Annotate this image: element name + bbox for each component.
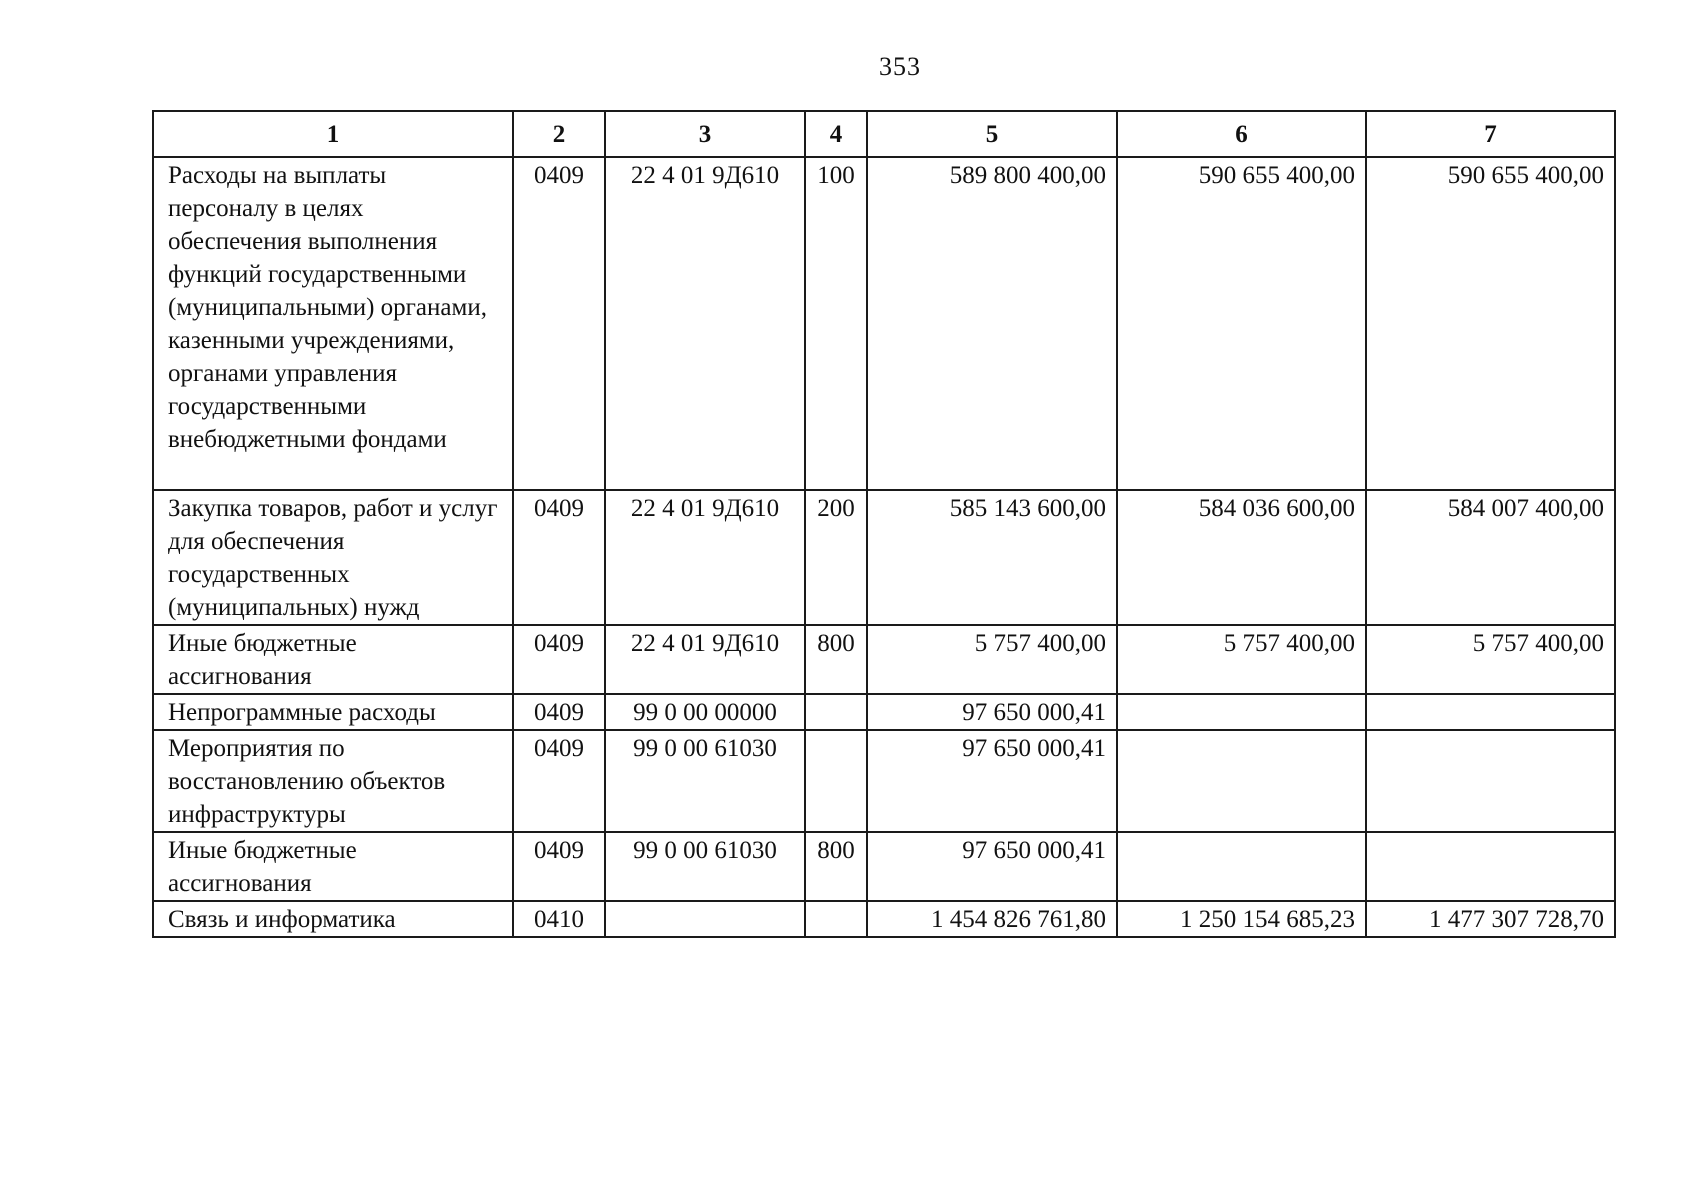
header-col-5: 5 (867, 111, 1117, 157)
row-sum-1: 97 650 000,41 (867, 730, 1117, 832)
row-sum-2: 5 757 400,00 (1117, 625, 1366, 694)
row-article: 99 0 00 61030 (605, 832, 805, 901)
row-type (805, 901, 867, 937)
row-article (605, 901, 805, 937)
row-type: 100 (805, 157, 867, 490)
row-section: 0409 (513, 625, 605, 694)
row-article: 99 0 00 61030 (605, 730, 805, 832)
row-sum-2: 590 655 400,00 (1117, 157, 1366, 490)
header-col-3: 3 (605, 111, 805, 157)
table-row (153, 694, 1615, 730)
row-sum-3 (1366, 694, 1615, 730)
row-section: 0409 (513, 490, 605, 625)
row-sum-2 (1117, 694, 1366, 730)
row-name: Иные бюджетные ассигнования (153, 625, 513, 694)
table-row (153, 490, 1615, 625)
row-sum-1: 97 650 000,41 (867, 832, 1117, 901)
header-col-1: 1 (153, 111, 513, 157)
table-row (153, 901, 1615, 937)
row-type: 200 (805, 490, 867, 625)
row-type (805, 730, 867, 832)
header-col-7: 7 (1366, 111, 1615, 157)
row-sum-1: 5 757 400,00 (867, 625, 1117, 694)
row-sum-1: 1 454 826 761,80 (867, 901, 1117, 937)
header-row (153, 111, 1615, 157)
row-name: Связь и информатика (153, 901, 513, 937)
row-name: Иные бюджетные ассигнования (153, 832, 513, 901)
row-name: Закупка товаров, работ и услуг для обеспечения государственных (муниципальных) нужд (153, 490, 513, 625)
row-article: 99 0 00 00000 (605, 694, 805, 730)
table-header (153, 111, 1615, 157)
row-sum-3: 1 477 307 728,70 (1366, 901, 1615, 937)
row-sum-2 (1117, 730, 1366, 832)
row-section: 0409 (513, 157, 605, 490)
table-row (153, 157, 1615, 490)
row-sum-3: 584 007 400,00 (1366, 490, 1615, 625)
row-article: 22 4 01 9Д610 (605, 157, 805, 490)
row-section: 0409 (513, 730, 605, 832)
row-sum-1: 585 143 600,00 (867, 490, 1117, 625)
budget-table (152, 110, 1616, 938)
page-number: 353 (879, 52, 921, 81)
row-article: 22 4 01 9Д610 (605, 625, 805, 694)
row-section: 0410 (513, 901, 605, 937)
row-type: 800 (805, 832, 867, 901)
table-body (153, 157, 1615, 937)
row-name: Мероприятия по восстановлению объектов инфраструктуры (153, 730, 513, 832)
row-sum-3 (1366, 832, 1615, 901)
table-row (153, 625, 1615, 694)
row-type (805, 694, 867, 730)
row-sum-3: 5 757 400,00 (1366, 625, 1615, 694)
row-sum-3 (1366, 730, 1615, 832)
row-name: Непрограммные расходы (153, 694, 513, 730)
row-sum-2: 1 250 154 685,23 (1117, 901, 1366, 937)
row-section: 0409 (513, 694, 605, 730)
row-name: Расходы на выплаты персоналу в целях обеспечения выполнения функций государственными (муниципальными) органами, казенными учреждениями, органами управления государственными внебюджетными фондами (153, 157, 513, 490)
header-col-6: 6 (1117, 111, 1366, 157)
table-row (153, 832, 1615, 901)
row-article: 22 4 01 9Д610 (605, 490, 805, 625)
header-col-4: 4 (805, 111, 867, 157)
row-section: 0409 (513, 832, 605, 901)
row-sum-1: 589 800 400,00 (867, 157, 1117, 490)
header-col-2: 2 (513, 111, 605, 157)
row-sum-2: 584 036 600,00 (1117, 490, 1366, 625)
table-row (153, 730, 1615, 832)
row-sum-2 (1117, 832, 1366, 901)
row-sum-1: 97 650 000,41 (867, 694, 1117, 730)
row-sum-3: 590 655 400,00 (1366, 157, 1615, 490)
row-type: 800 (805, 625, 867, 694)
